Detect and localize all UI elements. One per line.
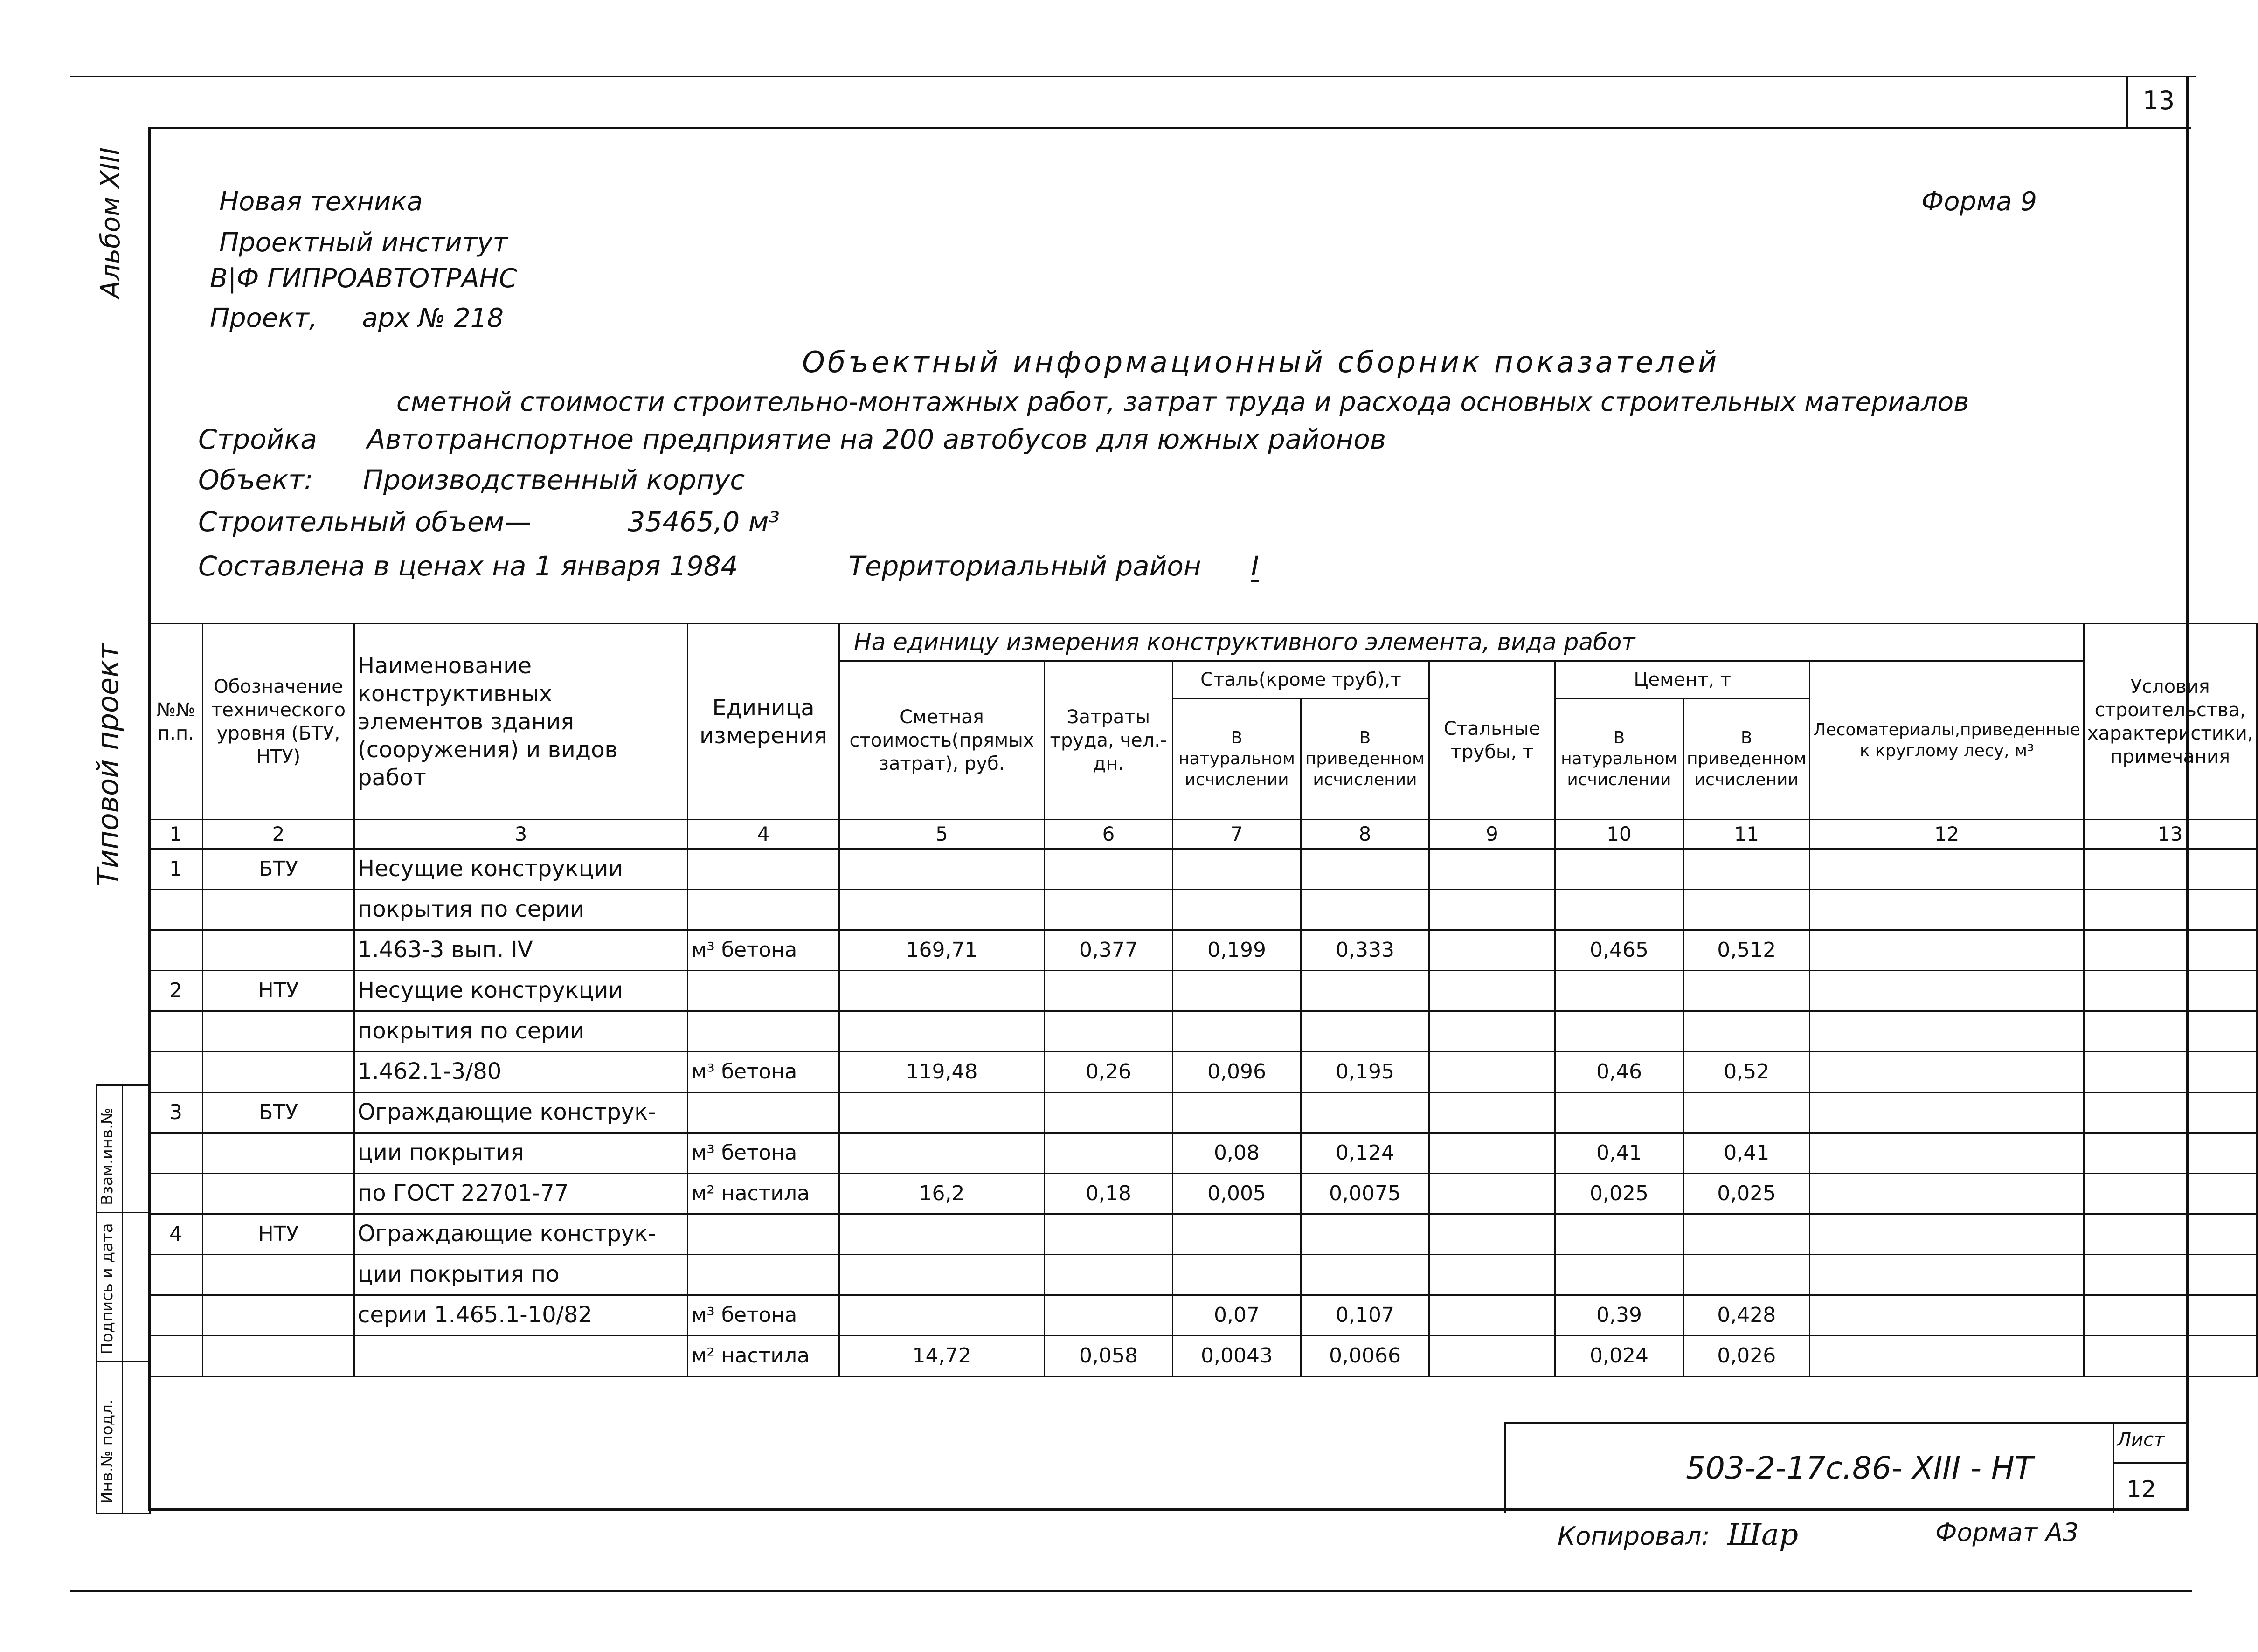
tech-level: НТУ	[203, 1214, 354, 1255]
org-line-2: Проектный институт	[219, 228, 508, 258]
cement-natural: 0,41	[1555, 1133, 1683, 1174]
element-name	[354, 1336, 688, 1376]
steel-natural	[1173, 971, 1301, 1011]
cost	[839, 1214, 1045, 1255]
cement-natural: 0,465	[1555, 930, 1683, 971]
form-label: Форма 9	[1921, 187, 2037, 217]
cement-natural	[1555, 971, 1683, 1011]
cement-natural	[1555, 1214, 1683, 1255]
notes	[2084, 930, 2257, 971]
unit	[688, 1011, 839, 1052]
header-c12: Лесоматериалы,приведенные к круглому лесу, м³	[1810, 661, 2084, 820]
header-c8: В приведенном исчислении	[1301, 698, 1429, 820]
steel-reduced: 0,0066	[1301, 1336, 1429, 1376]
cement-reduced	[1683, 849, 1810, 890]
side-label-project: Типовой проект	[91, 643, 125, 886]
header-c1: №№ п.п.	[149, 624, 203, 820]
cement-natural	[1555, 890, 1683, 930]
sheet-label: Лист	[2117, 1429, 2165, 1451]
notes	[2084, 1133, 2257, 1174]
row-number: 3	[149, 1092, 203, 1133]
timber	[1810, 971, 2084, 1011]
notes	[2084, 849, 2257, 890]
steel-reduced	[1301, 1092, 1429, 1133]
top-rule	[70, 76, 2196, 77]
project-arch: арх № 218	[362, 303, 504, 333]
stamp-replace-inv: Взам.инв.№	[98, 1107, 117, 1205]
notes	[2084, 1214, 2257, 1255]
table-row	[149, 1214, 2257, 1255]
prices-line	[198, 550, 1259, 582]
steel-reduced	[1301, 890, 1429, 930]
timber	[1810, 1133, 2084, 1174]
colnum: 1	[149, 820, 203, 849]
cost	[839, 849, 1045, 890]
side-label-album: Альбом XIII	[96, 147, 126, 298]
labor	[1045, 1011, 1173, 1052]
drawing-code: 503-2-17с.86- XIII - НТ	[1686, 1450, 2033, 1486]
colnum: 5	[839, 820, 1045, 849]
steel-natural: 0,005	[1173, 1174, 1301, 1214]
object-value: Производственный корпус	[363, 464, 745, 496]
element-name: 1.463-3 вып. IV	[354, 930, 688, 971]
table-row	[149, 1011, 2257, 1052]
stamp-signature-date: Подпись и дата	[98, 1223, 117, 1355]
timber	[1810, 1092, 2084, 1133]
steel-reduced: 0,107	[1301, 1295, 1429, 1336]
cement-reduced	[1683, 1092, 1810, 1133]
cement-natural: 0,39	[1555, 1295, 1683, 1336]
element-name: 1.462.1-3/80	[354, 1052, 688, 1092]
notes	[2084, 971, 2257, 1011]
cement-reduced: 0,026	[1683, 1336, 1810, 1376]
table-row	[149, 1092, 2257, 1133]
table-row	[149, 1174, 2257, 1214]
cement-reduced	[1683, 971, 1810, 1011]
tech-level	[203, 1052, 354, 1092]
colnum: 7	[1173, 820, 1301, 849]
copied-signature: Шар	[1727, 1518, 1799, 1552]
cement-reduced	[1683, 1011, 1810, 1052]
cement-natural	[1555, 1092, 1683, 1133]
row-number	[149, 1336, 203, 1376]
header-c13: Условия строительства, характеристики, примечания	[2084, 624, 2257, 820]
tech-level	[203, 890, 354, 930]
timber	[1810, 1174, 2084, 1214]
steel-natural	[1173, 1214, 1301, 1255]
row-number	[149, 1011, 203, 1052]
cost	[839, 1011, 1045, 1052]
steel-pipes	[1429, 849, 1555, 890]
row-number	[149, 1295, 203, 1336]
cement-natural: 0,025	[1555, 1174, 1683, 1214]
cement-natural	[1555, 1255, 1683, 1295]
stamp-inv-original: Инв.№ подл.	[98, 1399, 117, 1504]
tech-level	[203, 930, 354, 971]
column-numbers-row	[149, 820, 2257, 849]
object-line	[198, 464, 745, 496]
steel-pipes	[1429, 890, 1555, 930]
table-row	[149, 849, 2257, 890]
title-line-2: сметной стоимости строительно-монтажных работ, затрат труда и расхода основных строительных материалов	[396, 387, 1969, 417]
steel-reduced: 0,195	[1301, 1052, 1429, 1092]
copied-label: Копировал:	[1558, 1521, 1710, 1551]
colnum: 2	[203, 820, 354, 849]
element-name: по ГОСТ 22701-77	[354, 1174, 688, 1214]
steel-reduced	[1301, 1255, 1429, 1295]
volume-label: Строительный объем—	[198, 506, 532, 538]
unit: м³ бетона	[688, 1052, 839, 1092]
header-c9: Стальные трубы, т	[1429, 661, 1555, 820]
stroika-value: Автотранспортное предприятие на 200 автобусов для южных районов	[367, 423, 1386, 455]
indicators-table	[148, 623, 2258, 1377]
org-line-3: В|Ф ГИПРОАВТОТРАНС	[210, 263, 517, 294]
tech-level: БТУ	[203, 1092, 354, 1133]
tech-level: НТУ	[203, 971, 354, 1011]
volume-line	[198, 506, 780, 538]
table-row	[149, 1255, 2257, 1295]
steel-natural: 0,08	[1173, 1133, 1301, 1174]
steel-natural	[1173, 1011, 1301, 1052]
cement-reduced	[1683, 1255, 1810, 1295]
steel-reduced	[1301, 849, 1429, 890]
timber	[1810, 1255, 2084, 1295]
element-name: ции покрытия по	[354, 1255, 688, 1295]
header-c11: В приведенном исчислении	[1683, 698, 1810, 820]
cement-reduced	[1683, 890, 1810, 930]
cost	[839, 971, 1045, 1011]
labor	[1045, 1295, 1173, 1336]
element-name: ции покрытия	[354, 1133, 688, 1174]
steel-reduced	[1301, 1214, 1429, 1255]
row-number	[149, 1052, 203, 1092]
copied-by	[1558, 1518, 1798, 1552]
row-number	[149, 930, 203, 971]
timber	[1810, 890, 2084, 930]
colnum: 12	[1810, 820, 2084, 849]
timber	[1810, 849, 2084, 890]
table-row	[149, 971, 2257, 1011]
colnum: 9	[1429, 820, 1555, 849]
row-number	[149, 1255, 203, 1295]
project-line	[210, 303, 504, 333]
bottom-rule	[70, 1590, 2192, 1592]
stroika-line	[198, 423, 1386, 455]
colnum: 8	[1301, 820, 1429, 849]
notes	[2084, 1092, 2257, 1133]
sheet-number-box	[2126, 76, 2189, 127]
colnum: 10	[1555, 820, 1683, 849]
element-name: Ограждающие конструк-	[354, 1214, 688, 1255]
notes	[2084, 1052, 2257, 1092]
org-line-1: Новая техника	[219, 187, 423, 217]
steel-reduced: 0,333	[1301, 930, 1429, 971]
element-name: Несущие конструкции	[354, 849, 688, 890]
colnum: 13	[2084, 820, 2257, 849]
timber	[1810, 930, 2084, 971]
notes	[2084, 1011, 2257, 1052]
cost	[839, 890, 1045, 930]
cost	[839, 1092, 1045, 1133]
labor: 0,377	[1045, 930, 1173, 971]
frame-top	[148, 127, 2191, 129]
unit	[688, 971, 839, 1011]
row-number	[149, 1133, 203, 1174]
timber	[1810, 1011, 2084, 1052]
labor	[1045, 971, 1173, 1011]
project-prefix: Проект,	[210, 303, 318, 333]
tech-level	[203, 1255, 354, 1295]
steel-pipes	[1429, 1295, 1555, 1336]
element-name: серии 1.465.1-10/82	[354, 1295, 688, 1336]
timber	[1810, 1295, 2084, 1336]
steel-natural	[1173, 1255, 1301, 1295]
steel-natural	[1173, 1092, 1301, 1133]
steel-reduced	[1301, 971, 1429, 1011]
timber	[1810, 1336, 2084, 1376]
object-label: Объект:	[198, 464, 313, 496]
labor: 0,18	[1045, 1174, 1173, 1214]
volume-value: 35465,0 м³	[628, 506, 780, 538]
cement-reduced: 0,428	[1683, 1295, 1810, 1336]
unit: м³ бетона	[688, 1133, 839, 1174]
steel-pipes	[1429, 1336, 1555, 1376]
header-steel-group: Сталь(кроме труб),т	[1173, 661, 1429, 698]
colnum: 4	[688, 820, 839, 849]
cement-reduced	[1683, 1214, 1810, 1255]
territory-label: Территориальный район	[848, 550, 1201, 582]
labor: 0,26	[1045, 1052, 1173, 1092]
labor	[1045, 1255, 1173, 1295]
sheet-number: 13	[2142, 86, 2175, 115]
steel-reduced	[1301, 1011, 1429, 1052]
unit	[688, 1255, 839, 1295]
cost: 169,71	[839, 930, 1045, 971]
element-name: Несущие конструкции	[354, 971, 688, 1011]
unit	[688, 1092, 839, 1133]
timber	[1810, 1214, 2084, 1255]
notes	[2084, 890, 2257, 930]
element-name: покрытия по серии	[354, 890, 688, 930]
steel-natural: 0,0043	[1173, 1336, 1301, 1376]
format-label: Формат А3	[1935, 1518, 2079, 1547]
cement-natural	[1555, 1011, 1683, 1052]
element-name: Ограждающие конструк-	[354, 1092, 688, 1133]
header-c5: Сметная стоимость(прямых затрат), руб.	[839, 661, 1045, 820]
steel-natural: 0,07	[1173, 1295, 1301, 1336]
unit: м³ бетона	[688, 930, 839, 971]
table-row	[149, 1133, 2257, 1174]
header-c3: Наименование конструктивных элементов здания (сооружения) и видов работ	[354, 624, 688, 820]
unit	[688, 849, 839, 890]
notes	[2084, 1174, 2257, 1214]
row-number	[149, 1174, 203, 1214]
row-number	[149, 890, 203, 930]
cement-natural: 0,024	[1555, 1336, 1683, 1376]
notes	[2084, 1255, 2257, 1295]
unit: м² настила	[688, 1336, 839, 1376]
tech-level	[203, 1336, 354, 1376]
steel-pipes	[1429, 1011, 1555, 1052]
steel-pipes	[1429, 971, 1555, 1011]
territory-value: I	[1251, 550, 1259, 582]
table-row	[149, 930, 2257, 971]
row-number: 4	[149, 1214, 203, 1255]
cement-natural: 0,46	[1555, 1052, 1683, 1092]
cost	[839, 1255, 1045, 1295]
steel-natural: 0,096	[1173, 1052, 1301, 1092]
stroika-label: Стройка	[198, 423, 317, 455]
labor	[1045, 849, 1173, 890]
labor	[1045, 1092, 1173, 1133]
prices-label: Составлена в ценах на 1 января 1984	[198, 550, 738, 582]
cement-natural	[1555, 849, 1683, 890]
steel-reduced: 0,0075	[1301, 1174, 1429, 1214]
table-row	[149, 1336, 2257, 1376]
steel-pipes	[1429, 930, 1555, 971]
element-name: покрытия по серии	[354, 1011, 688, 1052]
tech-level	[203, 1174, 354, 1214]
tech-level	[203, 1011, 354, 1052]
sheet-value: 12	[2126, 1476, 2156, 1503]
header-group: На единицу измерения конструктивного элемента, вида работ	[839, 624, 2084, 661]
cement-reduced: 0,41	[1683, 1133, 1810, 1174]
cost: 119,48	[839, 1052, 1045, 1092]
colnum: 11	[1683, 820, 1810, 849]
cost	[839, 1133, 1045, 1174]
unit	[688, 1214, 839, 1255]
cement-reduced: 0,025	[1683, 1174, 1810, 1214]
row-number: 2	[149, 971, 203, 1011]
cement-reduced: 0,52	[1683, 1052, 1810, 1092]
steel-pipes	[1429, 1133, 1555, 1174]
header-cement-group: Цемент, т	[1555, 661, 1810, 698]
labor	[1045, 1133, 1173, 1174]
title-block	[1504, 1422, 2189, 1513]
header-c4: Единица измерения	[688, 624, 839, 820]
labor	[1045, 1214, 1173, 1255]
tech-level	[203, 1133, 354, 1174]
table-row	[149, 1295, 2257, 1336]
colnum: 6	[1045, 820, 1173, 849]
steel-natural	[1173, 890, 1301, 930]
row-number: 1	[149, 849, 203, 890]
header-c10: В натуральном исчислении	[1555, 698, 1683, 820]
notes	[2084, 1336, 2257, 1376]
steel-pipes	[1429, 1052, 1555, 1092]
steel-pipes	[1429, 1174, 1555, 1214]
table-row	[149, 1052, 2257, 1092]
steel-pipes	[1429, 1255, 1555, 1295]
cost	[839, 1295, 1045, 1336]
cost: 16,2	[839, 1174, 1045, 1214]
labor: 0,058	[1045, 1336, 1173, 1376]
cement-reduced: 0,512	[1683, 930, 1810, 971]
cost: 14,72	[839, 1336, 1045, 1376]
header-c2: Обозначение технического уровня (БТУ, НТУ)	[203, 624, 354, 820]
notes	[2084, 1295, 2257, 1336]
unit: м³ бетона	[688, 1295, 839, 1336]
steel-pipes	[1429, 1092, 1555, 1133]
labor	[1045, 890, 1173, 930]
tech-level	[203, 1295, 354, 1336]
tech-level: БТУ	[203, 849, 354, 890]
header-c7: В натуральном исчислении	[1173, 698, 1301, 820]
unit: м² настила	[688, 1174, 839, 1214]
colnum: 3	[354, 820, 688, 849]
header-c6: Затраты труда, чел.-дн.	[1045, 661, 1173, 820]
table-row	[149, 890, 2257, 930]
timber	[1810, 1052, 2084, 1092]
title-line-1: Объектный информационный сборник показателей	[802, 345, 1720, 379]
steel-reduced: 0,124	[1301, 1133, 1429, 1174]
steel-natural: 0,199	[1173, 930, 1301, 971]
steel-pipes	[1429, 1214, 1555, 1255]
unit	[688, 890, 839, 930]
steel-natural	[1173, 849, 1301, 890]
